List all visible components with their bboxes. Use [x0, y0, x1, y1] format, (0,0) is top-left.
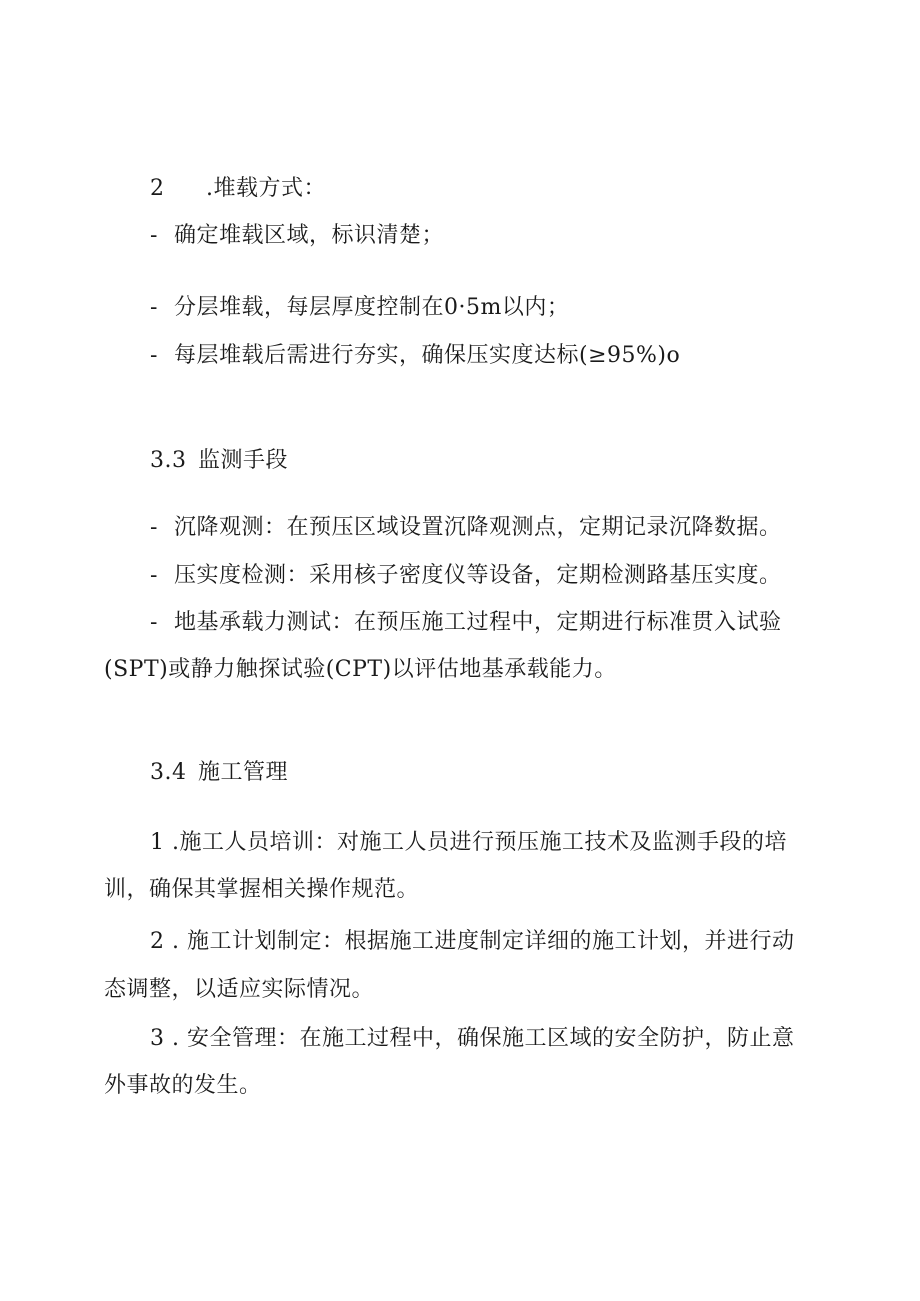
section-2-heading: [150, 174, 326, 204]
section-2-label: .堆载方式：: [206, 176, 326, 201]
monitoring-item-text: (SPT)或静力触探试验(CPT)以评估地基承载能力。: [104, 657, 617, 682]
section-3-3-title: 监测手段: [198, 448, 289, 473]
management-item-text: 1 .施工人员培训：对施工人员进行预压施工技术及监测手段的培: [150, 830, 787, 855]
management-item-text: 2 . 施工计划制定：根据施工进度制定详细的施工计划，并进行动: [150, 929, 795, 954]
section-2-number: 2: [150, 176, 165, 201]
monitoring-item-text: 地基承载力测试：在预压施工过程中，定期进行标准贯入试验: [174, 610, 782, 635]
section-3-4-number: 3.4: [150, 760, 187, 785]
management-item-text: 外事故的发生。: [104, 1073, 262, 1098]
management-item-line: [104, 1071, 262, 1101]
management-item-line: [150, 828, 787, 858]
stacking-item-text: 每层堆载后需进行夯实，确保压实度达标(≥95%)o: [174, 343, 681, 368]
management-item-text: 态调整，以适应实际情况。: [104, 977, 375, 1002]
management-item-text: 3 . 安全管理：在施工过程中，确保施工区域的安全防护，防止意: [150, 1026, 795, 1051]
management-item-line: [150, 927, 794, 957]
dash-marker: -: [150, 610, 158, 635]
stacking-item-text: 分层堆载，每层厚度控制在0·5m以内；: [174, 295, 570, 320]
dash-marker: -: [150, 515, 158, 540]
management-item-line: [150, 1024, 794, 1054]
stacking-item: [150, 341, 680, 371]
dash-marker: -: [150, 295, 158, 320]
management-item-line: [104, 975, 374, 1005]
management-item-line: [104, 875, 419, 905]
stacking-item: [150, 221, 444, 251]
monitoring-item-text: 压实度检测：采用核子密度仪等设备，定期检测路基压实度。: [174, 563, 782, 588]
management-item-text: 训，确保其掌握相关操作规范。: [104, 877, 420, 902]
section-3-4-title: 施工管理: [198, 760, 289, 785]
monitoring-item: [150, 513, 782, 543]
dash-marker: -: [150, 343, 158, 368]
section-3-3-heading: [150, 446, 288, 476]
monitoring-item-text: 沉降观测：在预压区域设置沉降观测点，定期记录沉降数据。: [174, 515, 782, 540]
monitoring-item: [150, 561, 782, 591]
dash-marker: -: [150, 563, 158, 588]
stacking-item: [150, 293, 569, 323]
section-3-4-heading: [150, 758, 288, 788]
stacking-item-text: 确定堆载区域，标识清楚；: [174, 223, 445, 248]
dash-marker: -: [150, 223, 158, 248]
monitoring-item-continuation: [104, 655, 617, 685]
monitoring-item: [150, 608, 782, 638]
section-3-3-number: 3.3: [150, 448, 187, 473]
